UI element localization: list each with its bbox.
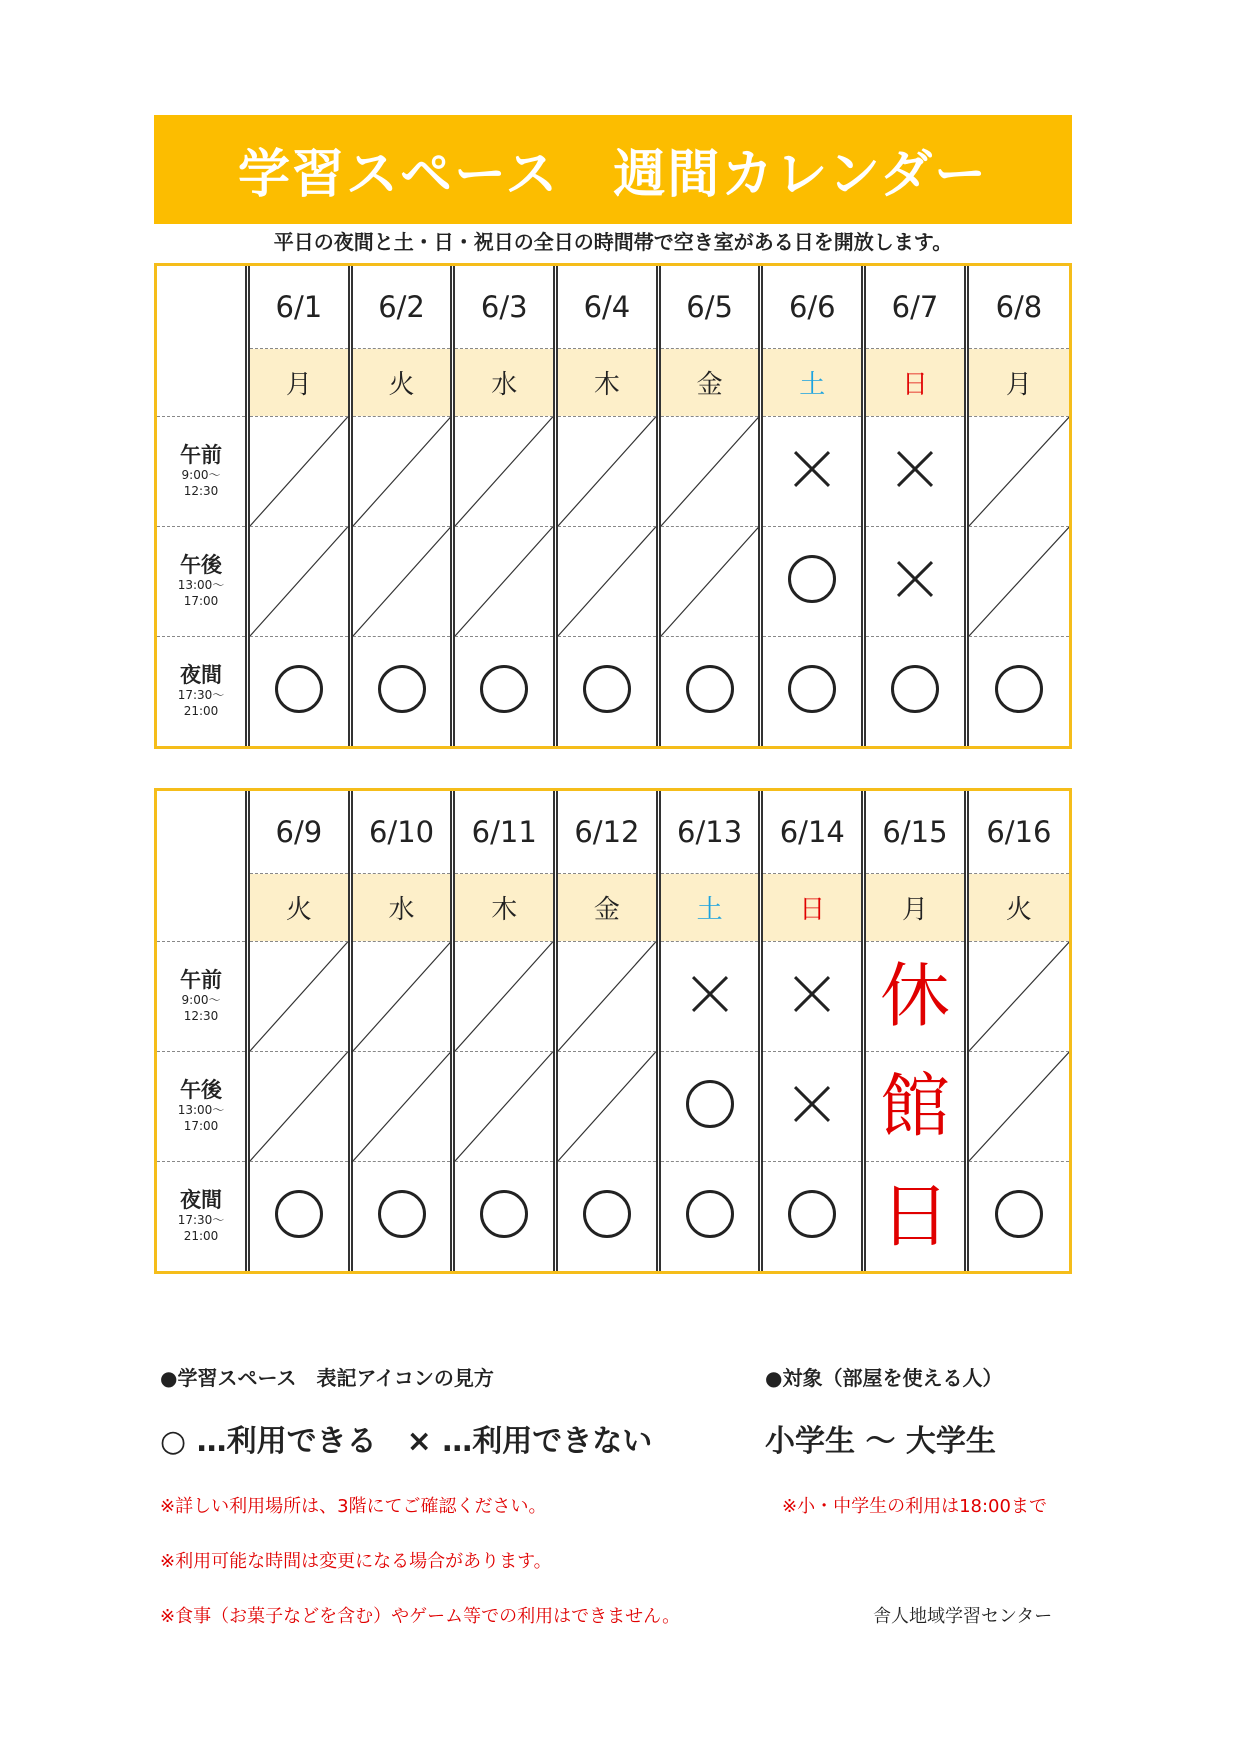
diagonal-slash-icon bbox=[558, 942, 656, 1051]
icon-legend-text: ○ …利用できる × …利用できない bbox=[160, 1424, 653, 1459]
diagonal-slash-icon bbox=[250, 1052, 348, 1161]
date-label: 6/2 bbox=[378, 289, 425, 324]
diagonal-slash-icon bbox=[969, 942, 1069, 1051]
slot-row bbox=[157, 941, 1069, 1051]
slot-name: 午前 bbox=[180, 968, 222, 992]
weekday-cell bbox=[453, 348, 556, 416]
weekday-cell bbox=[966, 873, 1069, 941]
slot-cell bbox=[966, 1161, 1069, 1271]
slot-cell bbox=[864, 526, 967, 636]
available-circle-icon bbox=[378, 1190, 426, 1238]
weekday-cell bbox=[761, 348, 864, 416]
slot-name: 夜間 bbox=[180, 1188, 222, 1213]
not-open-slash-cell bbox=[966, 416, 1069, 526]
weekday-row bbox=[157, 873, 1069, 941]
slot-time-end: 21:00 bbox=[183, 1229, 219, 1244]
date-label: 6/3 bbox=[480, 289, 528, 324]
date-cell bbox=[658, 266, 761, 348]
weekday-cell bbox=[864, 873, 967, 941]
slot-cell bbox=[761, 526, 864, 636]
weekday-label: 火 bbox=[1005, 894, 1032, 925]
date-label: 6/5 bbox=[686, 289, 733, 324]
slot-label-cell bbox=[157, 636, 248, 746]
weekday-cell bbox=[350, 873, 453, 941]
date-label: 6/4 bbox=[583, 289, 631, 324]
slot-name: 午後 bbox=[180, 1078, 222, 1102]
weekday-label: 土 bbox=[799, 369, 826, 400]
available-circle-icon bbox=[891, 665, 939, 713]
corner-cell bbox=[157, 791, 248, 941]
unavailable-cross-icon bbox=[895, 559, 935, 599]
calendar-table bbox=[157, 791, 1069, 1271]
available-circle-icon bbox=[686, 1080, 734, 1128]
weekday-cell bbox=[658, 348, 761, 416]
unavailable-cross-icon bbox=[792, 974, 832, 1014]
slot-row bbox=[157, 1051, 1069, 1161]
organization-name: 舎人地域学習センター bbox=[873, 1606, 1053, 1627]
weekday-label: 火 bbox=[388, 369, 415, 400]
weekday-cell bbox=[248, 873, 351, 941]
not-open-slash-cell bbox=[248, 941, 351, 1051]
not-open-slash-cell bbox=[350, 416, 453, 526]
diagonal-slash-icon bbox=[558, 527, 656, 636]
diagonal-slash-icon bbox=[661, 417, 759, 526]
available-circle-icon bbox=[788, 1190, 836, 1238]
slot-cell bbox=[658, 1051, 761, 1161]
slot-cell bbox=[761, 1161, 864, 1271]
available-circle-icon bbox=[480, 665, 528, 713]
diagonal-slash-icon bbox=[353, 527, 451, 636]
diagonal-slash-icon bbox=[250, 527, 348, 636]
date-cell bbox=[556, 266, 659, 348]
diagonal-slash-icon bbox=[250, 417, 348, 526]
diagonal-slash-icon bbox=[969, 417, 1069, 526]
slot-cell bbox=[556, 1161, 659, 1271]
not-open-slash-cell bbox=[453, 416, 556, 526]
corner-cell bbox=[157, 266, 248, 416]
slot-name: 夜間 bbox=[180, 663, 222, 688]
available-circle-icon bbox=[788, 665, 836, 713]
available-circle-icon bbox=[583, 1190, 631, 1238]
slot-cell bbox=[761, 636, 864, 746]
not-open-slash-cell bbox=[453, 941, 556, 1051]
weekday-cell bbox=[761, 873, 864, 941]
slot-cell bbox=[761, 941, 864, 1051]
closed-day-char: 館 bbox=[879, 1065, 950, 1147]
slot-cell bbox=[658, 941, 761, 1051]
diagonal-slash-icon bbox=[969, 527, 1069, 636]
target-text: 小学生 ～ 大学生 bbox=[765, 1424, 996, 1459]
slot-cell bbox=[248, 636, 351, 746]
not-open-slash-cell bbox=[350, 1051, 453, 1161]
weekday-label: 月 bbox=[285, 369, 312, 400]
weekday-label: 月 bbox=[1005, 369, 1032, 400]
date-cell bbox=[761, 266, 864, 348]
date-label: 6/16 bbox=[986, 814, 1052, 849]
not-open-slash-cell bbox=[966, 1051, 1069, 1161]
diagonal-slash-icon bbox=[455, 417, 553, 526]
slot-cell bbox=[864, 416, 967, 526]
not-open-slash-cell bbox=[453, 526, 556, 636]
available-circle-icon bbox=[275, 665, 323, 713]
date-cell bbox=[761, 791, 864, 873]
unavailable-cross-icon bbox=[690, 974, 730, 1014]
not-open-slash-cell bbox=[658, 526, 761, 636]
slot-cell bbox=[556, 636, 659, 746]
note-no-food-games: ※食事（お菓子などを含む）やゲーム等での利用はできません。 bbox=[160, 1606, 681, 1627]
not-open-slash-cell bbox=[248, 416, 351, 526]
weekday-cell bbox=[556, 873, 659, 941]
diagonal-slash-icon bbox=[455, 942, 553, 1051]
calendar-week-2 bbox=[154, 788, 1072, 1274]
slot-cell bbox=[864, 941, 967, 1051]
available-circle-icon bbox=[583, 665, 631, 713]
date-label: 6/12 bbox=[574, 814, 640, 849]
date-cell bbox=[248, 266, 351, 348]
date-cell bbox=[556, 791, 659, 873]
available-circle-icon bbox=[480, 1190, 528, 1238]
available-circle-icon bbox=[686, 665, 734, 713]
slot-time-start: 13:00～ bbox=[177, 578, 225, 592]
unavailable-cross-icon bbox=[895, 449, 935, 489]
diagonal-slash-icon bbox=[250, 942, 348, 1051]
weekday-label: 日 bbox=[901, 369, 928, 400]
date-cell bbox=[864, 791, 967, 873]
slot-time-start: 17:30～ bbox=[177, 1213, 225, 1228]
not-open-slash-cell bbox=[248, 1051, 351, 1161]
page-subtitle: 平日の夜間と土・日・祝日の全日の時間帯で空き室がある日を開放します。 bbox=[273, 230, 953, 254]
not-open-slash-cell bbox=[350, 526, 453, 636]
title-banner bbox=[154, 115, 1072, 224]
slot-time-end: 12:30 bbox=[183, 1009, 219, 1023]
slot-cell bbox=[761, 1051, 864, 1161]
slot-cell bbox=[658, 636, 761, 746]
diagonal-slash-icon bbox=[558, 1052, 656, 1161]
date-cell bbox=[966, 791, 1069, 873]
slot-cell bbox=[864, 1161, 967, 1271]
not-open-slash-cell bbox=[248, 526, 351, 636]
weekday-row bbox=[157, 348, 1069, 416]
slot-time-start: 9:00～ bbox=[181, 468, 221, 482]
slot-name: 午後 bbox=[180, 553, 222, 577]
date-cell bbox=[453, 791, 556, 873]
date-cell bbox=[350, 791, 453, 873]
weekday-label: 土 bbox=[696, 894, 723, 925]
weekday-cell bbox=[350, 348, 453, 416]
date-label: 6/15 bbox=[882, 814, 948, 849]
weekday-label: 木 bbox=[593, 369, 620, 400]
slot-cell bbox=[761, 416, 864, 526]
date-label: 6/10 bbox=[368, 814, 435, 849]
not-open-slash-cell bbox=[966, 526, 1069, 636]
available-circle-icon bbox=[995, 1190, 1043, 1238]
weekday-label: 日 bbox=[799, 894, 826, 925]
weekday-cell bbox=[248, 348, 351, 416]
date-label: 6/14 bbox=[779, 814, 845, 849]
slot-cell bbox=[658, 1161, 761, 1271]
available-circle-icon bbox=[995, 665, 1043, 713]
not-open-slash-cell bbox=[658, 416, 761, 526]
diagonal-slash-icon bbox=[353, 1052, 451, 1161]
slot-cell bbox=[453, 636, 556, 746]
slot-time-start: 17:30～ bbox=[177, 688, 225, 703]
not-open-slash-cell bbox=[453, 1051, 556, 1161]
note-age-limit: ※小・中学生の利用は18:00まで bbox=[782, 1496, 1047, 1517]
not-open-slash-cell bbox=[350, 941, 453, 1051]
slot-row bbox=[157, 1161, 1069, 1271]
available-circle-icon bbox=[686, 1190, 734, 1238]
date-label: 6/11 bbox=[471, 814, 537, 849]
slot-cell bbox=[350, 636, 453, 746]
slot-cell bbox=[864, 1051, 967, 1161]
not-open-slash-cell bbox=[556, 1051, 659, 1161]
slot-time-start: 13:00～ bbox=[177, 1103, 225, 1117]
date-row bbox=[157, 266, 1069, 348]
date-cell bbox=[966, 266, 1069, 348]
date-cell bbox=[248, 791, 351, 873]
available-circle-icon bbox=[275, 1190, 323, 1238]
calendar-week-1 bbox=[154, 263, 1072, 749]
not-open-slash-cell bbox=[556, 526, 659, 636]
weekday-label: 木 bbox=[491, 894, 518, 925]
unavailable-cross-icon bbox=[792, 449, 832, 489]
slot-row bbox=[157, 636, 1069, 746]
not-open-slash-cell bbox=[966, 941, 1069, 1051]
diagonal-slash-icon bbox=[969, 1052, 1069, 1161]
weekday-label: 水 bbox=[388, 894, 415, 925]
slot-time-end: 12:30 bbox=[183, 484, 219, 498]
weekday-cell bbox=[453, 873, 556, 941]
closed-day-char: 休 bbox=[879, 955, 950, 1037]
slot-label-cell bbox=[157, 526, 248, 636]
date-cell bbox=[658, 791, 761, 873]
available-circle-icon bbox=[378, 665, 426, 713]
date-label: 6/1 bbox=[275, 289, 323, 324]
date-cell bbox=[350, 266, 453, 348]
date-cell bbox=[453, 266, 556, 348]
weekday-label: 火 bbox=[285, 894, 312, 925]
slot-label-cell bbox=[157, 1161, 248, 1271]
slot-time-start: 9:00～ bbox=[181, 993, 221, 1007]
note-time-change: ※利用可能な時間は変更になる場合があります。 bbox=[160, 1551, 552, 1572]
diagonal-slash-icon bbox=[661, 527, 759, 636]
slot-cell bbox=[966, 636, 1069, 746]
slot-name: 午前 bbox=[180, 443, 222, 467]
date-label: 6/9 bbox=[275, 814, 323, 849]
not-open-slash-cell bbox=[556, 416, 659, 526]
slot-time-end: 21:00 bbox=[183, 704, 219, 719]
weekday-label: 月 bbox=[901, 894, 928, 925]
page-title: 学習スペース 週間カレンダー bbox=[237, 145, 989, 205]
slot-cell bbox=[350, 1161, 453, 1271]
note-location: ※詳しい利用場所は、3階にてご確認ください。 bbox=[160, 1496, 547, 1517]
weekday-cell bbox=[966, 348, 1069, 416]
icon-legend-heading: ●学習スペース 表記アイコンの見方 bbox=[160, 1366, 494, 1390]
target-heading: ●対象（部屋を使える人） bbox=[765, 1366, 1003, 1390]
slot-row bbox=[157, 526, 1069, 636]
diagonal-slash-icon bbox=[558, 417, 656, 526]
diagonal-slash-icon bbox=[455, 1052, 553, 1161]
slot-time-end: 17:00 bbox=[183, 594, 219, 608]
weekday-cell bbox=[658, 873, 761, 941]
weekday-label: 金 bbox=[593, 894, 620, 925]
slot-label-cell bbox=[157, 1051, 248, 1161]
weekday-label: 金 bbox=[696, 369, 723, 400]
slot-row bbox=[157, 416, 1069, 526]
weekday-cell bbox=[556, 348, 659, 416]
weekday-label: 水 bbox=[491, 369, 518, 400]
diagonal-slash-icon bbox=[353, 417, 451, 526]
date-label: 6/8 bbox=[995, 289, 1043, 324]
date-label: 6/13 bbox=[677, 814, 743, 849]
weekday-cell bbox=[864, 348, 967, 416]
closed-day-char: 日 bbox=[879, 1175, 950, 1258]
diagonal-slash-icon bbox=[455, 527, 553, 636]
date-row bbox=[157, 791, 1069, 873]
calendar-table bbox=[157, 266, 1069, 746]
date-label: 6/7 bbox=[891, 289, 939, 324]
slot-time-end: 17:00 bbox=[183, 1119, 219, 1133]
unavailable-cross-icon bbox=[792, 1084, 832, 1124]
not-open-slash-cell bbox=[556, 941, 659, 1051]
slot-cell bbox=[864, 636, 967, 746]
slot-cell bbox=[453, 1161, 556, 1271]
diagonal-slash-icon bbox=[353, 942, 451, 1051]
available-circle-icon bbox=[788, 555, 836, 603]
date-label: 6/6 bbox=[788, 289, 836, 324]
slot-label-cell bbox=[157, 941, 248, 1051]
date-cell bbox=[864, 266, 967, 348]
slot-label-cell bbox=[157, 416, 248, 526]
slot-cell bbox=[248, 1161, 351, 1271]
